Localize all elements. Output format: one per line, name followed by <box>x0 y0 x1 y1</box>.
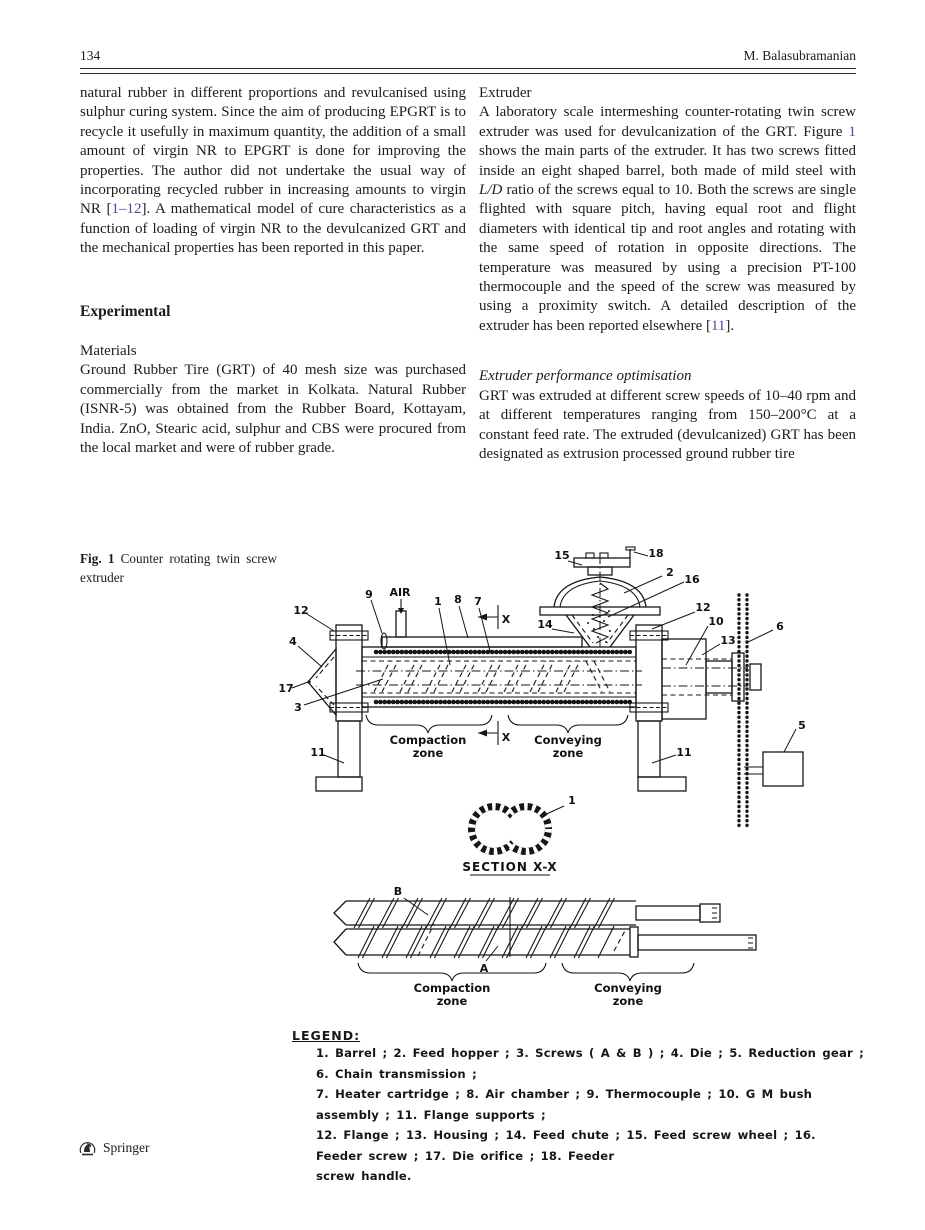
fig-label-5: 5 <box>798 719 806 732</box>
body-text: A laboratory scale intermeshing counter-rotating twin screw extruder was used for devulcanization of the GRT. Figure <box>479 104 856 140</box>
svg-text:zone: zone <box>436 994 468 1008</box>
fig-label-1-section: 1 <box>568 794 576 807</box>
section-xx-view <box>462 794 575 875</box>
right-flange-shape <box>636 625 662 721</box>
gm-bush-shape <box>706 661 732 693</box>
body-text: ]. A mathematical model of cure characteristics as a function of loading of virgin NR to the devulcanized GRT and the mechanical properties has been reported in this paper. <box>80 201 466 257</box>
figure-caption <box>80 549 277 587</box>
housing-shape <box>662 639 706 719</box>
legend-line: 1. Barrel ; 2. Feed hopper ; 3. Screws ( A & B ) ; 4. Die ; 5. Reduction gear ; 6. Chain transmission ; <box>316 1046 864 1081</box>
page-header <box>80 48 856 64</box>
running-head: M. Balasubramanian <box>743 48 856 63</box>
right-support-shape <box>638 721 660 777</box>
figure-legend <box>292 1028 867 1187</box>
fig-label-air: AIR <box>389 586 411 599</box>
leader-lines <box>292 552 796 961</box>
page-footer <box>78 1138 150 1157</box>
fig-label-8: 8 <box>454 593 462 606</box>
air-chamber-shape <box>382 637 582 647</box>
section-xx-caption: SECTION X-X <box>462 860 558 874</box>
figure-caption-text: Counter rotating twin screw extruder <box>80 551 277 585</box>
fig-label-14: 14 <box>537 618 553 631</box>
citation-link-1-12[interactable]: 1–12 <box>111 201 142 218</box>
reduction-gear-shape <box>763 752 803 786</box>
svg-text:zone: zone <box>612 994 644 1008</box>
paragraph <box>80 84 466 259</box>
conveying-zone-label: Conveying <box>534 733 602 747</box>
subheading-optimisation: Extruder performance optimisation <box>479 368 692 385</box>
fig-label-1: 1 <box>434 595 442 608</box>
screw-b-tip <box>334 901 346 925</box>
figure-reference-link[interactable]: 1 <box>848 123 856 140</box>
figure-caption-label: Fig. 1 <box>80 551 115 566</box>
publisher-name: Springer <box>103 1139 150 1155</box>
fig-label-6: 6 <box>776 620 784 633</box>
fig-label-4: 4 <box>289 635 297 648</box>
fig-label-11-left: 11 <box>310 746 326 759</box>
body-text: ]. <box>725 317 735 334</box>
legend-line: 7. Heater cartridge ; 8. Air chamber ; 9. Thermocouple ; 10. G M bush assembly ; 11. Flange supports ; <box>316 1087 813 1122</box>
body-text: shows the main parts of the extruder. It has two screws fitted inside an eight shaped barrel, both made of mild steel with <box>479 143 856 179</box>
svg-text:Conveying: Conveying <box>594 981 662 995</box>
screw-a-flights <box>358 926 614 958</box>
body-text: natural rubber in different proportions and revulcanised using sulphur curing system. Since the aim of producing EPGRT is to recycle it usefully in maximum quantity, the addition of a small amount of virgin NR to EPGRT is done for improving the properties. The author did not undertake the usual way of incorporating recycled rubber in increasing amounts to virgin NR [ <box>80 85 466 218</box>
paragraph: Ground Rubber Tire (GRT) of 40 mesh size was purchased commercially from the market in Kolkata. Natural Rubber (ISNR-5) was obtained from the Rubber Board, Kottayam, India. ZnO, Stearic acid, sulphur and CBS were procured from the local market and were of rubber grade. <box>80 362 466 457</box>
fig-label-13: 13 <box>720 634 736 647</box>
barrel-shape <box>362 647 636 707</box>
left-flange-shape <box>336 625 362 721</box>
fig-label-b: B <box>393 885 403 898</box>
compaction-brace <box>366 715 492 733</box>
fig-label-11-right: 11 <box>676 746 692 759</box>
screws-view <box>334 885 756 1008</box>
air-pipe-shape <box>396 611 406 637</box>
springer-logo-icon <box>78 1138 97 1157</box>
fig-label-3: 3 <box>294 701 302 714</box>
right-column <box>479 84 856 464</box>
feed-screw-wheel-shape <box>574 558 630 567</box>
legend-title: LEGEND: <box>292 1028 361 1043</box>
section-marker-x-bottom: X <box>501 731 511 744</box>
legend-line: screw handle. <box>316 1169 412 1183</box>
conveying-brace <box>508 715 628 733</box>
compaction-zone-label: Compaction <box>389 733 467 747</box>
fig-label-2: 2 <box>666 566 674 579</box>
citation-link-11[interactable]: 11 <box>710 317 726 334</box>
fig-label-18: 18 <box>648 547 664 560</box>
section-heading-experimental: Experimental <box>80 302 171 320</box>
page-number: 134 <box>80 48 101 63</box>
fig-label-16: 16 <box>684 573 700 586</box>
legend-line: 12. Flange ; 13. Housing ; 14. Feed chute ; 15. Feed screw wheel ; 16. Feeder screw ; 17. Die orifice ; 18. Feeder <box>316 1128 816 1163</box>
conveying-brace-screws <box>562 963 694 981</box>
header-rule <box>80 68 856 74</box>
svg-text:Compaction: Compaction <box>413 981 491 995</box>
fig-label-10: 10 <box>708 615 724 628</box>
screw-flights-shape <box>374 661 610 692</box>
ld-ratio-symbol: L/D <box>479 182 503 199</box>
extruder-diagram <box>278 545 863 1020</box>
fig-label-15: 15 <box>554 549 570 562</box>
fig-label-12-right: 12 <box>695 601 711 614</box>
screw-b-flights <box>354 898 615 928</box>
fig-label-12-left: 12 <box>293 604 309 617</box>
paragraph: GRT was extruded at different screw speeds of 10–40 rpm and at different temperatures ranging from 150–200°C at a constant feed rate. The extruded (devulcanized) GRT has been designated as extrusion processed ground rubber tire <box>479 387 856 462</box>
section-marker-x-top: X <box>501 613 511 626</box>
screw-a-tip <box>334 929 346 955</box>
left-support-shape <box>338 721 360 777</box>
svg-text:zone: zone <box>552 746 584 760</box>
fig-label-a: A <box>479 962 489 975</box>
fig-label-7: 7 <box>474 595 482 608</box>
svg-text:zone: zone <box>412 746 444 760</box>
fig-label-9: 9 <box>365 588 373 601</box>
left-column <box>80 84 466 459</box>
paragraph <box>479 103 856 336</box>
subheading-extruder: Extruder <box>479 85 532 101</box>
compaction-brace-screws <box>358 963 546 981</box>
fig-label-17: 17 <box>278 682 294 695</box>
body-text: ratio of the screws equal to 10. Both the screws are single flighted with square pitch, having equal root and flight diameters with identical tip and root angles and rotating with the same speed of rotation in opposite directions. The temperature was measured by using a precision PT-100 thermocouple and the speed of the screw was measured by using a proximity switch. A detailed description of the extruder has been reported elsewhere [ <box>479 182 856 334</box>
subheading-materials: Materials <box>80 343 137 360</box>
